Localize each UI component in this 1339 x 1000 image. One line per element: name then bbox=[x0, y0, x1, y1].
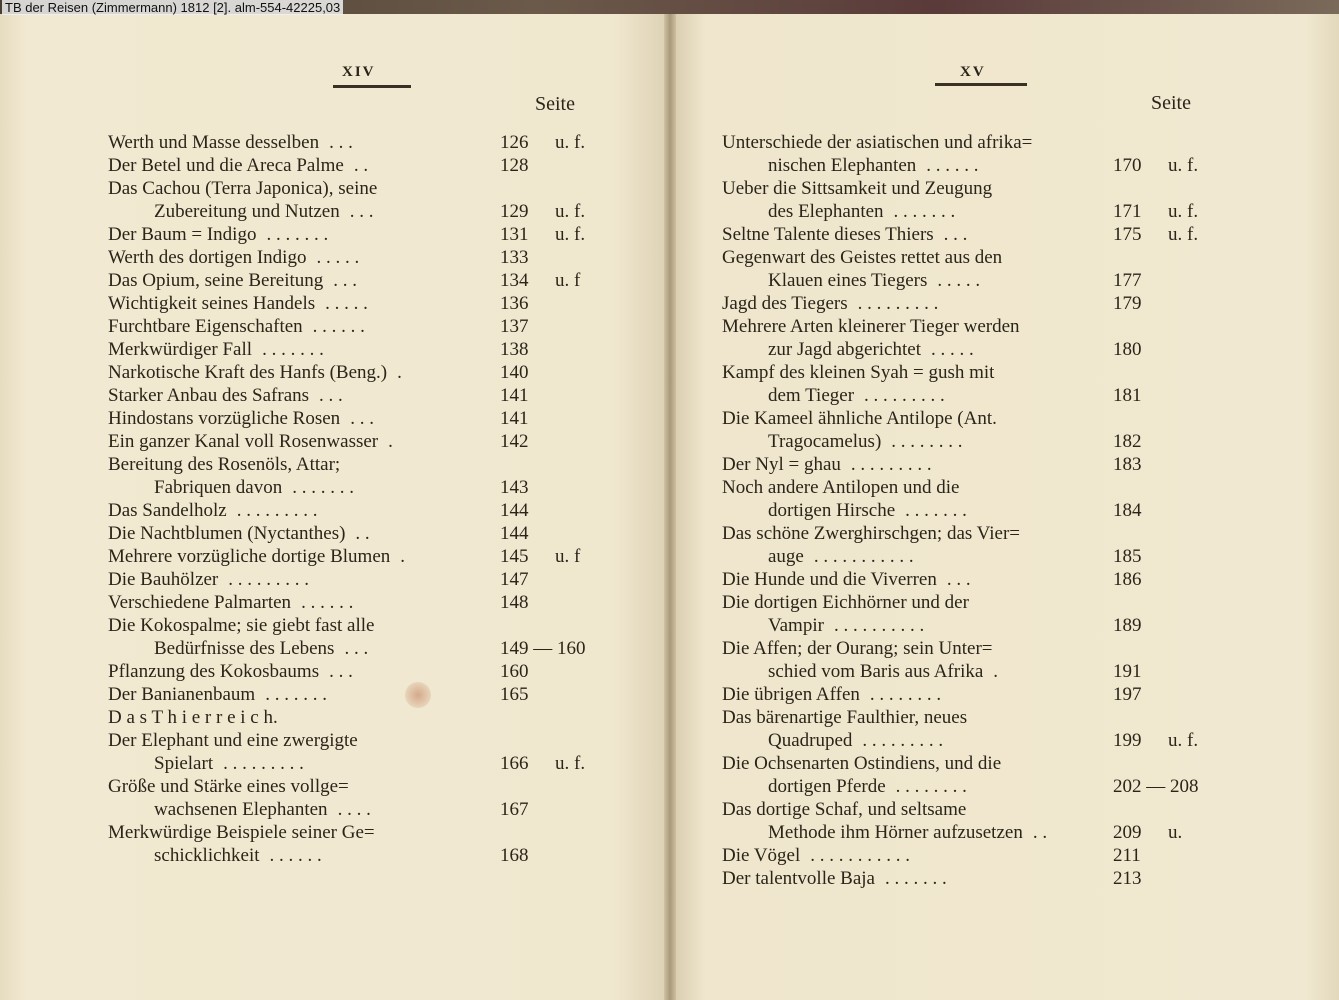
page-folio: XIV bbox=[342, 64, 376, 80]
entry-title bbox=[768, 775, 967, 798]
leader-dots: . . . . . . . bbox=[265, 684, 327, 705]
entry-text: auge bbox=[768, 546, 804, 567]
leader-dots: . . . . . . . . . bbox=[864, 385, 945, 406]
entry-title bbox=[722, 315, 1020, 338]
leader-dots: . . . bbox=[333, 270, 358, 291]
page-number: 181 bbox=[1113, 385, 1142, 406]
page-number: 137 bbox=[500, 316, 529, 337]
entry-text: dortigen Pferde bbox=[768, 776, 886, 797]
entry-text: Merkwürdiger Fall bbox=[108, 339, 253, 360]
entry-title bbox=[768, 660, 998, 683]
entry-text: Fabriquen davon bbox=[154, 477, 283, 498]
leader-dots: . . . . . . . bbox=[905, 500, 967, 521]
entry-title bbox=[722, 453, 932, 476]
leader-dots: . . . . . . . . . . . bbox=[813, 546, 914, 567]
page-number: 213 bbox=[1113, 868, 1142, 889]
entry-text: Der talentvolle Baja bbox=[722, 868, 875, 889]
page-number: 202 — 208 bbox=[1113, 776, 1199, 797]
column-header: Seite bbox=[535, 93, 575, 115]
book-gutter bbox=[664, 14, 676, 1000]
entry-text: Tragocamelus) bbox=[768, 431, 882, 452]
entry-text: Bedürfnisse des Lebens bbox=[154, 638, 335, 659]
entry-title bbox=[768, 154, 979, 177]
page-number: 182 bbox=[1113, 431, 1142, 452]
entry-text: Werth und Masse desselben bbox=[108, 132, 320, 153]
entry-title bbox=[768, 821, 1047, 844]
entry-title bbox=[722, 246, 1002, 269]
page-number: 126 bbox=[500, 132, 529, 153]
leader-dots: . . . . . . . . . bbox=[236, 500, 318, 521]
entry-text: Hindostans vorzügliche Rosen bbox=[108, 408, 341, 429]
entry-title bbox=[722, 131, 1032, 154]
entry-title bbox=[108, 706, 278, 729]
page-number: 129 bbox=[500, 201, 529, 222]
page-number: 160 bbox=[500, 661, 529, 682]
entry-text: dem Tieger bbox=[768, 385, 855, 406]
page-number: 165 bbox=[500, 684, 529, 705]
entry-text: Merkwürdige Beispiele seiner Ge= bbox=[108, 822, 375, 843]
entry-title bbox=[108, 292, 368, 315]
entry-text: Ueber die Sittsamkeit und Zeugung bbox=[722, 178, 993, 199]
entry-text: Bereitung des Rosenöls, Attar; bbox=[108, 454, 341, 475]
page-number: 147 bbox=[500, 569, 529, 590]
page-folio: XV bbox=[960, 64, 986, 80]
page-number: 143 bbox=[500, 477, 529, 498]
page-number: 197 bbox=[1113, 684, 1142, 705]
entry-title bbox=[154, 637, 368, 660]
page-number: 191 bbox=[1113, 661, 1142, 682]
leader-dots: . . . . . . bbox=[269, 845, 322, 866]
entry-title bbox=[722, 637, 992, 660]
leader-dots: . . . . . . . bbox=[893, 201, 956, 222]
entry-title bbox=[108, 499, 317, 522]
page-suffix: u. f. bbox=[1168, 224, 1199, 245]
page-number: 166 bbox=[500, 753, 529, 774]
leader-dots: . . . . . . . bbox=[885, 868, 947, 889]
entry-title bbox=[108, 223, 328, 246]
page-number: 141 bbox=[500, 385, 529, 406]
entry-title bbox=[722, 706, 967, 729]
page-number: 134 bbox=[500, 270, 529, 291]
leader-dots: . . . . bbox=[337, 799, 371, 820]
page-suffix: u. f. bbox=[555, 201, 586, 222]
page-number: 133 bbox=[500, 247, 529, 268]
leader-dots: . bbox=[993, 661, 999, 682]
entry-title bbox=[154, 752, 304, 775]
entry-text: Das Opium, seine Bereitung bbox=[108, 270, 324, 291]
page-number: 148 bbox=[500, 592, 529, 613]
leader-dots: . . . . . . . . . bbox=[223, 753, 304, 774]
entry-title bbox=[108, 591, 353, 614]
entry-title bbox=[108, 614, 374, 637]
entry-title bbox=[108, 729, 358, 752]
page-number: 144 bbox=[500, 523, 529, 544]
leader-dots: . . . . . . . . . . . bbox=[810, 845, 911, 866]
entry-text: Die Vögel bbox=[722, 845, 801, 866]
page-number: 175 bbox=[1113, 224, 1142, 245]
entry-title bbox=[108, 384, 343, 407]
leader-dots: . . . bbox=[946, 569, 971, 590]
leader-dots: . . . . . . . bbox=[292, 477, 354, 498]
leader-dots: . . . . . bbox=[937, 270, 981, 291]
page-number: 211 bbox=[1113, 845, 1141, 866]
leader-dots: . . bbox=[355, 523, 370, 544]
entry-text: Jagd des Tiegers bbox=[722, 293, 848, 314]
entry-text: Methode ihm Hörner aufzusetzen bbox=[768, 822, 1023, 843]
leader-dots: . bbox=[397, 362, 402, 383]
page-suffix: u. f. bbox=[1168, 201, 1199, 222]
page-number: 186 bbox=[1113, 569, 1142, 590]
entry-text: des Elephanten bbox=[768, 201, 884, 222]
page-suffix: u. f. bbox=[555, 132, 586, 153]
entry-title bbox=[722, 683, 941, 706]
entry-title bbox=[722, 177, 992, 200]
entry-title bbox=[108, 453, 340, 476]
page-number: 138 bbox=[500, 339, 529, 360]
page-suffix: u. f. bbox=[555, 753, 586, 774]
entry-text: Zubereitung und Nutzen bbox=[154, 201, 340, 222]
leader-dots: . . . . . bbox=[930, 339, 974, 360]
leader-dots: . . . . . . . . . bbox=[857, 293, 939, 314]
page-number: 199 bbox=[1113, 730, 1142, 751]
entry-text: Gegenwart des Geistes rettet aus den bbox=[722, 247, 1003, 268]
leader-dots: . . . . . . . . . . bbox=[833, 615, 925, 636]
leader-dots: . . . . . . bbox=[312, 316, 365, 337]
entry-text: Spielart bbox=[154, 753, 214, 774]
leader-dots: . . . . . . . . . bbox=[850, 454, 932, 475]
entry-text: Der Baum = Indigo bbox=[108, 224, 257, 245]
entry-text: Seltne Talente dieses Thiers bbox=[722, 224, 934, 245]
entry-text: nischen Elephanten bbox=[768, 155, 917, 176]
page-number: 184 bbox=[1113, 500, 1142, 521]
entry-title bbox=[108, 131, 353, 154]
entry-title bbox=[108, 361, 402, 384]
leader-dots: . . . . . . . bbox=[266, 224, 329, 245]
entry-text: Das dortige Schaf, und seltsame bbox=[722, 799, 967, 820]
leader-dots: . . . . . . . . . bbox=[862, 730, 944, 751]
entry-title bbox=[768, 430, 963, 453]
entry-title bbox=[108, 522, 370, 545]
entry-title bbox=[722, 522, 1020, 545]
page-suffix: u. f bbox=[555, 546, 581, 567]
entry-title bbox=[722, 292, 938, 315]
entry-title bbox=[108, 821, 375, 844]
page-number: 140 bbox=[500, 362, 529, 383]
entry-title bbox=[108, 775, 349, 798]
entry-text: Narkotische Kraft des Hanfs (Beng.) bbox=[108, 362, 388, 383]
entry-text: Ein ganzer Kanal voll Rosenwasser bbox=[108, 431, 379, 452]
entry-title bbox=[108, 683, 327, 706]
entry-title bbox=[108, 177, 377, 200]
entry-text: schicklichkeit bbox=[154, 845, 260, 866]
entry-text: Unterschiede der asiatischen und afrika= bbox=[722, 132, 1033, 153]
header-rule bbox=[935, 83, 1027, 86]
entry-title bbox=[108, 430, 393, 453]
page-suffix: u. f bbox=[555, 270, 581, 291]
entry-title bbox=[108, 568, 309, 591]
entry-text: Verschiedene Palmarten bbox=[108, 592, 292, 613]
entry-text: Mehrere Arten kleinerer Tieger werden bbox=[722, 316, 1020, 337]
entry-text: Die Affen; der Ourang; sein Unter= bbox=[722, 638, 993, 659]
entry-title bbox=[722, 867, 947, 890]
leader-dots: . . . . . bbox=[316, 247, 360, 268]
entry-title bbox=[722, 591, 969, 614]
entry-title bbox=[768, 384, 945, 407]
entry-text: Das bärenartige Faulthier, neues bbox=[722, 707, 968, 728]
entry-title bbox=[154, 476, 354, 499]
entry-text: wachsenen Elephanten bbox=[154, 799, 328, 820]
page-number: 209 bbox=[1113, 822, 1142, 843]
page-number: 179 bbox=[1113, 293, 1142, 314]
right-page bbox=[672, 14, 1339, 1000]
leader-dots: . bbox=[400, 546, 406, 567]
entry-title bbox=[722, 476, 959, 499]
page-number: 149 — 160 bbox=[500, 638, 586, 659]
page-number: 180 bbox=[1113, 339, 1142, 360]
entry-text: Wichtigkeit seines Handels bbox=[108, 293, 316, 314]
entry-text: Die Kokospalme; sie giebt fast alle bbox=[108, 615, 375, 636]
entry-text: schied vom Baris aus Afrika bbox=[768, 661, 984, 682]
entry-title bbox=[768, 729, 943, 752]
header-rule bbox=[333, 85, 411, 88]
entry-text: Die dortigen Eichhörner und der bbox=[722, 592, 969, 613]
entry-title bbox=[768, 338, 974, 361]
entry-text: Pflanzung des Kokosbaums bbox=[108, 661, 320, 682]
entry-text: Die Kameel ähnliche Antilope (Ant. bbox=[722, 408, 997, 429]
entry-text: Die Bauhölzer bbox=[108, 569, 219, 590]
page-number: 128 bbox=[500, 155, 529, 176]
entry-text: Größe und Stärke eines vollge= bbox=[108, 776, 349, 797]
entry-text: Starker Anbau des Safrans bbox=[108, 385, 310, 406]
page-number: 142 bbox=[500, 431, 529, 452]
entry-title bbox=[108, 545, 405, 568]
leader-dots: . . . bbox=[329, 661, 353, 682]
entry-title bbox=[768, 545, 914, 568]
leader-dots: . . . . . . bbox=[301, 592, 354, 613]
entry-text: Vampir bbox=[768, 615, 824, 636]
page-number: 131 bbox=[500, 224, 529, 245]
leader-dots: . . . bbox=[319, 385, 343, 406]
leader-dots: . . . bbox=[344, 638, 369, 659]
leader-dots: . . . bbox=[329, 132, 353, 153]
page-number: 183 bbox=[1113, 454, 1142, 475]
entry-text: Mehrere vorzügliche dortige Blumen bbox=[108, 546, 391, 567]
entry-title bbox=[154, 798, 371, 821]
page-suffix: u. f. bbox=[555, 224, 586, 245]
entry-text: D a s T h i e r r e i c h. bbox=[108, 707, 278, 728]
entry-text: Werth des dortigen Indigo bbox=[108, 247, 307, 268]
entry-title bbox=[768, 499, 967, 522]
page-number: 136 bbox=[500, 293, 529, 314]
leader-dots: . . . . . . . bbox=[262, 339, 324, 360]
page-number: 167 bbox=[500, 799, 529, 820]
page-number: 168 bbox=[500, 845, 529, 866]
page-suffix: u. f. bbox=[1168, 730, 1199, 751]
entry-title bbox=[722, 361, 994, 384]
page-number: 145 bbox=[500, 546, 529, 567]
page-suffix: u. bbox=[1168, 822, 1183, 843]
entry-title bbox=[722, 752, 1001, 775]
entry-title bbox=[108, 338, 324, 361]
entry-title bbox=[108, 269, 357, 292]
leader-dots: . . bbox=[1032, 822, 1048, 843]
page-number: 141 bbox=[500, 408, 529, 429]
entry-text: Der Elephant und eine zwergigte bbox=[108, 730, 358, 751]
entry-text: Noch andere Antilopen und die bbox=[722, 477, 960, 498]
leader-dots: . . . . . . bbox=[926, 155, 979, 176]
entry-title bbox=[722, 798, 966, 821]
entry-text: Das schöne Zwerghirschgen; das Vier= bbox=[722, 523, 1021, 544]
entry-text: Der Banianenbaum bbox=[108, 684, 256, 705]
leader-dots: . . . . . . . . bbox=[869, 684, 942, 705]
entry-title bbox=[768, 200, 955, 223]
entry-title bbox=[108, 154, 368, 177]
entry-title bbox=[108, 407, 374, 430]
entry-title bbox=[722, 568, 971, 591]
entry-text: Der Betel und die Areca Palme bbox=[108, 155, 344, 176]
leader-dots: . . . . . . . . bbox=[891, 431, 963, 452]
entry-text: Das Sandelholz bbox=[108, 500, 227, 521]
leader-dots: . . . bbox=[349, 201, 374, 222]
entry-title bbox=[108, 315, 365, 338]
entry-text: Die übrigen Affen bbox=[722, 684, 860, 705]
page-number: 189 bbox=[1113, 615, 1142, 636]
page-number: 171 bbox=[1113, 201, 1142, 222]
leader-dots: . . . . . . . . bbox=[895, 776, 967, 797]
entry-text: Kampf des kleinen Syah = gush mit bbox=[722, 362, 995, 383]
leader-dots: . . . . . bbox=[325, 293, 368, 314]
entry-text: Der Nyl = ghau bbox=[722, 454, 841, 475]
page-number: 177 bbox=[1113, 270, 1142, 291]
leader-dots: . . . bbox=[350, 408, 374, 429]
entry-text: Die Hunde und die Viverren bbox=[722, 569, 937, 590]
entry-text: dortigen Hirsche bbox=[768, 500, 896, 521]
paper-stain bbox=[405, 682, 431, 708]
entry-text: Die Ochsenarten Ostindiens, und die bbox=[722, 753, 1002, 774]
leader-dots: . . . . . . . . . bbox=[228, 569, 310, 590]
entry-text: Klauen eines Tiegers bbox=[768, 270, 928, 291]
entry-title bbox=[722, 407, 997, 430]
entry-text: Die Nachtblumen (Nyctanthes) bbox=[108, 523, 346, 544]
entry-title bbox=[722, 844, 910, 867]
entry-title bbox=[768, 269, 980, 292]
page-number: 170 bbox=[1113, 155, 1142, 176]
leader-dots: . . bbox=[353, 155, 369, 176]
entry-title bbox=[108, 660, 353, 683]
page-number: 185 bbox=[1113, 546, 1142, 567]
left-page bbox=[0, 14, 668, 1000]
entry-title bbox=[154, 844, 322, 867]
entry-text: Quadruped bbox=[768, 730, 853, 751]
entry-text: Das Cachou (Terra Japonica), seine bbox=[108, 178, 378, 199]
column-header: Seite bbox=[1151, 92, 1191, 114]
page-number: 144 bbox=[500, 500, 529, 521]
leader-dots: . . . bbox=[943, 224, 968, 245]
entry-title bbox=[154, 200, 373, 223]
entry-title bbox=[768, 614, 924, 637]
window-title: TB der Reisen (Zimmermann) 1812 [2]. alm-554-42225,03 bbox=[2, 0, 343, 15]
entry-text: zur Jagd abgerichtet bbox=[768, 339, 921, 360]
entry-title bbox=[722, 223, 967, 246]
entry-title bbox=[108, 246, 359, 269]
page-suffix: u. f. bbox=[1168, 155, 1199, 176]
leader-dots: . bbox=[388, 431, 393, 452]
entry-text: Furchtbare Eigenschaften bbox=[108, 316, 303, 337]
